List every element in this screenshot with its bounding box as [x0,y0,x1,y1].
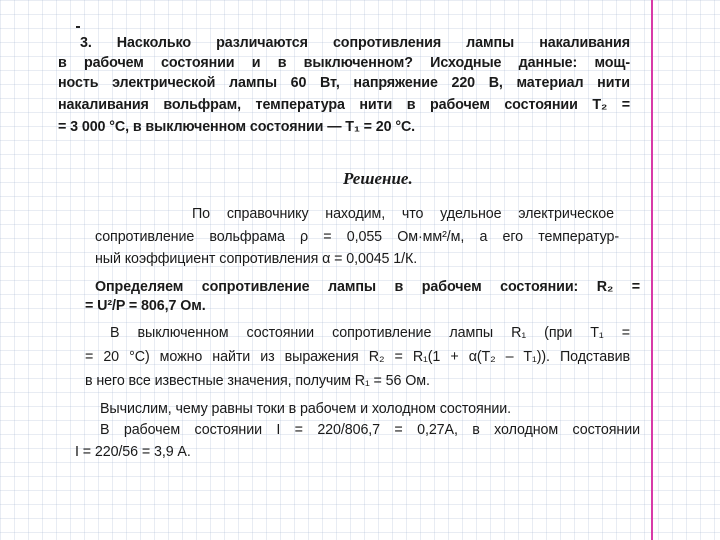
solution-p1-line-3: ный коэффициент сопротивления α = 0,0045 1/К. [95,251,418,267]
problem-line-1: 3. Насколько различаются сопротивления лампы накаливания [80,35,630,51]
problem-line-5: = 3 000 °С, в выключенном состоянии — T₁ = 20 °С. [58,119,416,135]
scan-mark [76,26,80,28]
solution-p2-line-1: Определяем сопротивление лампы в рабочем состоянии: R₂ = [95,279,640,295]
solution-p2-line-2: = U²/P = 806,7 Ом. [85,298,206,314]
solution-p4-line-3: I = 220/56 = 3,9 А. [75,444,191,460]
problem-line-3: ность электрической лампы 60 Вт, напряжение 220 В, материал нити [58,75,630,91]
solution-p4-line-2: В рабочем состоянии I = 220/806,7 = 0,27А, в холодном состоянии [100,422,640,438]
problem-line-4: накаливания вольфрам, температура нити в рабочем состоянии T₂ = [58,97,630,113]
solution-p1-line-1: По справочнику находим, что удельное электрическое [192,206,614,222]
solution-p3-line-1: В выключенном состоянии сопротивление лампы R₁ (при T₁ = [110,325,630,341]
problem-line-2: в рабочем состоянии и в выключенном? Исходные данные: мощ- [58,55,630,71]
notebook-margin-line [651,0,653,540]
solution-p1-line-2: сопротивление вольфрама ρ = 0,055 Ом·мм²/м, а его температур- [95,229,619,245]
solution-p3-line-3: в него все известные значения, получим R₁ = 56 Ом. [85,373,430,389]
solution-p3-line-2: = 20 °С) можно найти из выражения R₂ = R₁(1 + α(T₂ – T₁)). Подставив [85,349,630,365]
solution-p4-line-1: Вычислим, чему равны токи в рабочем и холодном состоянии. [100,401,512,417]
solution-heading: Решение. [343,169,413,188]
